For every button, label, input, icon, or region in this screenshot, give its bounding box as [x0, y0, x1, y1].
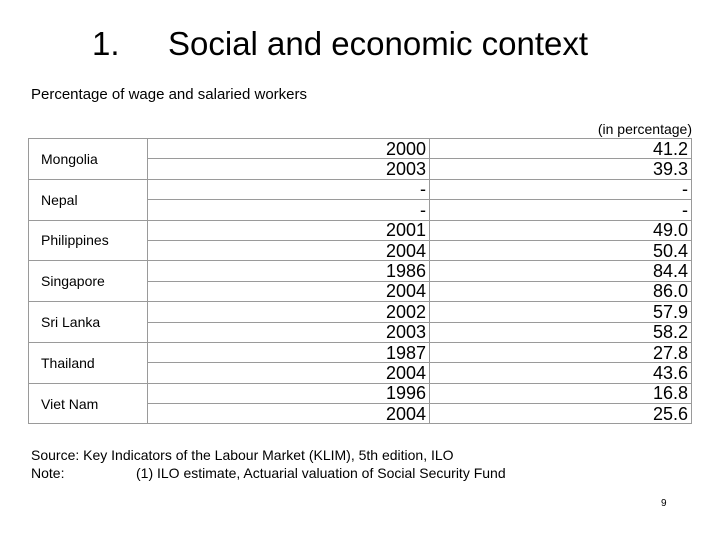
country-cell: Sri Lanka	[29, 302, 148, 343]
year-cell: 2001	[148, 220, 430, 240]
value-cell: 50.4	[430, 240, 692, 260]
year-cell: 1996	[148, 383, 430, 403]
year-cell: 2002	[148, 302, 430, 322]
table-caption: Percentage of wage and salaried workers	[31, 86, 307, 103]
table-row	[29, 342, 692, 362]
source-text: Source: Key Indicators of the Labour Market (KLIM), 5th edition, ILO	[31, 447, 454, 463]
value-cell: 27.8	[430, 342, 692, 362]
value-cell: -	[430, 179, 692, 199]
value-cell: 86.0	[430, 281, 692, 301]
year-cell: 2004	[148, 363, 430, 383]
table-row	[29, 139, 692, 159]
data-table	[28, 138, 692, 424]
country-cell: Singapore	[29, 261, 148, 302]
page-number: 9	[661, 498, 667, 509]
country-cell: Mongolia	[29, 139, 148, 180]
value-cell: 58.2	[430, 322, 692, 342]
year-cell: 2004	[148, 240, 430, 260]
value-cell: 57.9	[430, 302, 692, 322]
year-cell: 2003	[148, 159, 430, 179]
value-cell: 25.6	[430, 404, 692, 424]
year-cell: 2004	[148, 281, 430, 301]
country-cell: Nepal	[29, 179, 148, 220]
note	[31, 464, 506, 483]
value-cell: 84.4	[430, 261, 692, 281]
value-cell: 49.0	[430, 220, 692, 240]
table-row	[29, 220, 692, 240]
table-row	[29, 179, 692, 199]
note-label: Note:	[31, 465, 65, 481]
year-cell: 1987	[148, 342, 430, 362]
year-cell: 1986	[148, 261, 430, 281]
unit-label: (in percentage)	[597, 121, 692, 137]
table-row	[29, 261, 692, 281]
year-cell: -	[148, 200, 430, 220]
country-cell: Thailand	[29, 342, 148, 383]
country-cell: Philippines	[29, 220, 148, 261]
year-cell: 2004	[148, 404, 430, 424]
table-row	[29, 302, 692, 322]
value-cell: -	[430, 200, 692, 220]
note-text: (1) ILO estimate, Actuarial valuation of Social Security Fund	[136, 465, 506, 481]
slide-title	[92, 22, 588, 66]
year-cell: 2003	[148, 322, 430, 342]
year-cell: -	[148, 179, 430, 199]
value-cell: 39.3	[430, 159, 692, 179]
slide-title-text: Social and economic context	[168, 25, 589, 62]
slide-number: 1.	[92, 25, 120, 62]
value-cell: 43.6	[430, 363, 692, 383]
year-cell: 2000	[148, 139, 430, 159]
value-cell: 16.8	[430, 383, 692, 403]
country-cell: Viet Nam	[29, 383, 148, 424]
table-row	[29, 383, 692, 403]
value-cell: 41.2	[430, 139, 692, 159]
